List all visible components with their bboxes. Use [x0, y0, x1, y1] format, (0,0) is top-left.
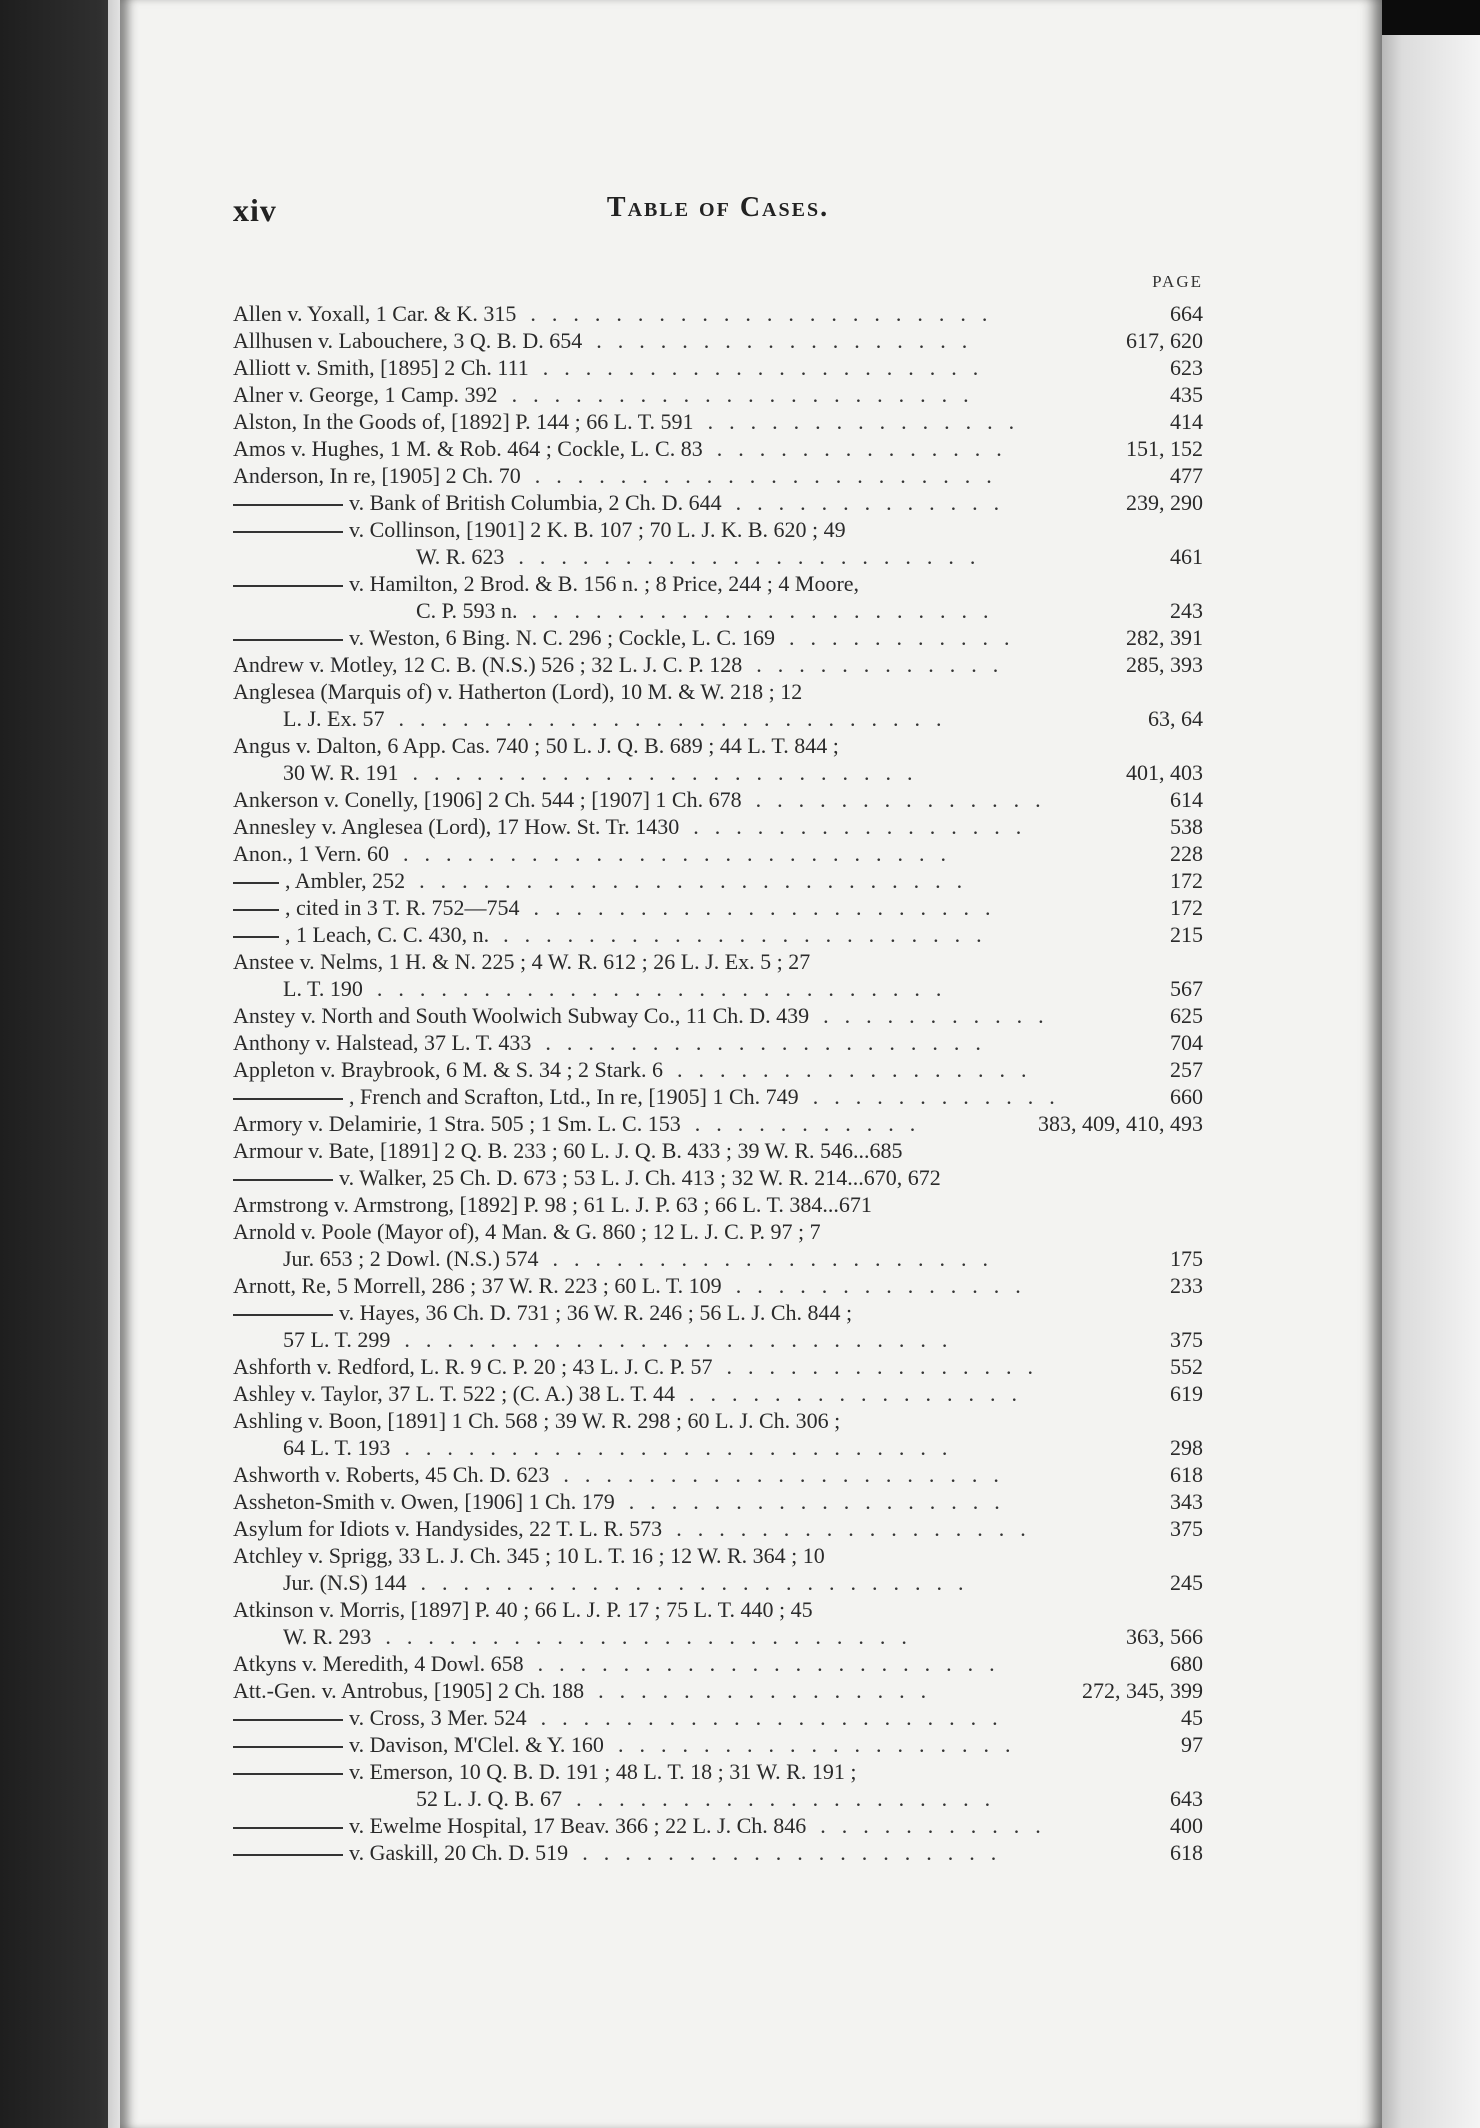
- page-folio: xiv: [233, 192, 277, 228]
- case-entry: [233, 408, 1203, 435]
- case-citation-text: Ashforth v. Redford, L. R. 9 C. P. 20 ; 43 L. J. C. P. 57: [233, 1354, 713, 1379]
- dot-leader: ..................: [628, 1489, 1016, 1514]
- case-citation: [233, 1191, 872, 1218]
- dot-leader: .....................: [545, 1030, 997, 1055]
- page-reference: 172: [1164, 894, 1203, 921]
- case-citation: [283, 1623, 371, 1650]
- dot-leader: .......................: [503, 922, 998, 947]
- dot-leader: ............: [756, 652, 1015, 677]
- case-entry: [233, 840, 1203, 867]
- case-entry: [233, 1218, 1203, 1245]
- case-entry: [233, 759, 1203, 786]
- case-citation: [233, 1596, 813, 1623]
- case-entry: [233, 1677, 1203, 1704]
- case-citation-text: v. Weston, 6 Bing. N. C. 296 ; Cockle, L. C. 169: [349, 625, 776, 650]
- case-entry: [233, 867, 1203, 894]
- case-entry: [233, 678, 1203, 705]
- case-citation-text: W. R. 293: [283, 1624, 372, 1649]
- dot-leader: ...........: [694, 1111, 932, 1136]
- case-citation: [233, 1488, 615, 1515]
- ditto-dash: [233, 531, 343, 533]
- dot-leader: ..........................: [404, 1435, 964, 1460]
- case-citation: [283, 705, 384, 732]
- page-title: Table of Cases.: [606, 192, 830, 223]
- dot-leader: ..........................: [403, 841, 963, 866]
- page-reference: 175: [1164, 1245, 1203, 1272]
- case-citation-text: Arnold v. Poole (Mayor of), 4 Man. & G. 860 ; 12 L. J. C. P. 97 ; 7: [233, 1219, 821, 1244]
- case-citation: [233, 1056, 663, 1083]
- page-reference: 97: [1175, 1731, 1203, 1758]
- case-citation-text: 57 L. T. 299: [283, 1327, 391, 1352]
- case-citation: [233, 678, 802, 705]
- case-citation-text: L. T. 190: [283, 976, 363, 1001]
- case-entry: [233, 813, 1203, 840]
- page-reference: 400: [1164, 1812, 1203, 1839]
- case-citation: [233, 354, 529, 381]
- case-entry: [233, 1839, 1203, 1866]
- case-citation: [233, 867, 405, 894]
- case-entry: [233, 516, 1203, 543]
- case-citation-text: Anthony v. Halstead, 37 L. T. 433: [233, 1030, 532, 1055]
- case-citation: [283, 759, 399, 786]
- case-citation: [233, 1812, 806, 1839]
- case-citation: [233, 1515, 662, 1542]
- case-entry: [233, 1758, 1203, 1785]
- page-reference: 660: [1164, 1083, 1203, 1110]
- page-reference: 538: [1164, 813, 1203, 840]
- case-citation: [283, 1569, 406, 1596]
- page-reference: 401, 403: [1120, 759, 1203, 786]
- page-reference: 363, 566: [1120, 1623, 1203, 1650]
- case-entry: [233, 381, 1203, 408]
- case-citation-text: Angus v. Dalton, 6 App. Cas. 740 ; 50 L. J. Q. B. 689 ; 44 L. T. 844 ;: [233, 733, 839, 758]
- case-entry: [233, 1731, 1203, 1758]
- case-citation-text: Anstee v. Nelms, 1 H. & N. 225 ; 4 W. R. 612 ; 26 L. J. Ex. 5 ; 27: [233, 949, 811, 974]
- page-reference: 282, 391: [1120, 624, 1203, 651]
- case-citation-text: Allhusen v. Labouchere, 3 Q. B. D. 654: [233, 328, 583, 353]
- page-reference: 239, 290: [1120, 489, 1203, 516]
- dot-leader: ......................: [511, 382, 985, 407]
- case-citation: [233, 840, 389, 867]
- case-citation-text: , cited in 3 T. R. 752—754: [285, 895, 520, 920]
- case-citation-text: Asylum for Idiots v. Handysides, 22 T. L. R. 573: [233, 1516, 663, 1541]
- case-citation-text: Alner v. George, 1 Camp. 392: [233, 382, 498, 407]
- case-citation: [233, 894, 519, 921]
- case-citation-text: v. Bank of British Columbia, 2 Ch. D. 644: [349, 490, 722, 515]
- ditto-dash: [233, 1179, 333, 1181]
- page-reference: 285, 393: [1120, 651, 1203, 678]
- case-entry: [233, 489, 1203, 516]
- page-column-label: PAGE: [1152, 272, 1203, 291]
- case-citation: [416, 543, 504, 570]
- case-citation-text: Armory v. Delamirie, 1 Stra. 505 ; 1 Sm. L. C. 153: [233, 1111, 681, 1136]
- case-entry: [233, 975, 1203, 1002]
- ditto-dash: [233, 1314, 333, 1316]
- case-citation: [233, 300, 516, 327]
- page-reference: 298: [1164, 1434, 1203, 1461]
- case-entry: [233, 1056, 1203, 1083]
- case-citation: [233, 1353, 713, 1380]
- case-entry: [233, 894, 1203, 921]
- dot-leader: ................: [693, 814, 1038, 839]
- case-citation: [233, 732, 839, 759]
- table-of-cases: [233, 272, 1203, 1866]
- case-entry: [233, 1137, 1203, 1164]
- page-reference: 461: [1164, 543, 1203, 570]
- dot-leader: ....................: [576, 1786, 1007, 1811]
- dot-leader: .............: [735, 490, 1016, 515]
- page-reference: 625: [1164, 1002, 1203, 1029]
- case-citation: [233, 1731, 604, 1758]
- case-citation: [233, 1461, 549, 1488]
- case-entry: [233, 1650, 1203, 1677]
- case-citation-text: Atkyns v. Meredith, 4 Dowl. 658: [233, 1651, 524, 1676]
- dot-leader: .....................: [552, 1246, 1004, 1271]
- case-entry: [233, 1380, 1203, 1407]
- case-citation: [233, 1407, 840, 1434]
- case-entry: [233, 1299, 1203, 1326]
- case-citation: [233, 1002, 809, 1029]
- case-citation: [233, 1083, 799, 1110]
- case-citation: [416, 597, 517, 624]
- case-citation-text: Ankerson v. Conelly, [1906] 2 Ch. 544 ; [1907] 1 Ch. 678: [233, 787, 742, 812]
- dot-leader: ...........: [823, 1003, 1060, 1028]
- page-reference: 375: [1164, 1326, 1203, 1353]
- dot-leader: ......................: [518, 544, 992, 569]
- case-citation: [233, 1137, 903, 1164]
- case-citation-text: Att.-Gen. v. Antrobus, [1905] 2 Ch. 188: [233, 1678, 585, 1703]
- case-entry: [233, 1812, 1203, 1839]
- dot-leader: ...............: [726, 1354, 1050, 1379]
- case-citation: [233, 435, 703, 462]
- case-entry: [233, 1083, 1203, 1110]
- dot-leader: ...............: [707, 409, 1031, 434]
- ditto-dash: [233, 1854, 343, 1856]
- page-reference: 618: [1164, 1461, 1203, 1488]
- dot-leader: ...........: [820, 1813, 1057, 1838]
- case-citation-text: Alston, In the Goods of, [1892] P. 144 ; 66 L. T. 591: [233, 409, 694, 434]
- case-citation: [233, 1272, 722, 1299]
- page-reference: 664: [1164, 300, 1203, 327]
- case-citation-text: Arnott, Re, 5 Morrell, 286 ; 37 W. R. 223 ; 60 L. T. 109: [233, 1273, 722, 1298]
- case-entry: [233, 1785, 1203, 1812]
- dot-leader: ......................: [531, 598, 1005, 623]
- case-entry: [233, 732, 1203, 759]
- case-citation-text: L. J. Ex. 57: [283, 706, 385, 731]
- case-citation: [233, 786, 742, 813]
- case-entry: [233, 1623, 1203, 1650]
- case-entry: [233, 1569, 1203, 1596]
- page-reference: 435: [1164, 381, 1203, 408]
- case-entry: [233, 624, 1203, 651]
- case-citation-text: Anstey v. North and South Woolwich Subway Co., 11 Ch. D. 439: [233, 1003, 810, 1028]
- case-citation-text: Jur. (N.S) 144: [283, 1570, 407, 1595]
- dot-leader: ......................: [540, 1705, 1014, 1730]
- page-reference: 680: [1164, 1650, 1203, 1677]
- page-reference: 375: [1164, 1515, 1203, 1542]
- ditto-dash: [233, 1746, 343, 1748]
- case-citation-text: 30 W. R. 191: [283, 760, 399, 785]
- page-reference: 552: [1164, 1353, 1203, 1380]
- case-entry: [233, 1245, 1203, 1272]
- running-header: [233, 192, 1203, 238]
- case-citation: [416, 1785, 562, 1812]
- case-list: [233, 300, 1203, 1866]
- case-citation: [233, 1542, 825, 1569]
- case-citation-text: Atchley v. Sprigg, 33 L. J. Ch. 345 ; 10 L. T. 16 ; 12 W. R. 364 ; 10: [233, 1543, 825, 1568]
- dot-leader: ......................: [537, 1651, 1011, 1676]
- case-entry: [233, 1353, 1203, 1380]
- case-citation: [233, 327, 582, 354]
- page-reference: 272, 345, 399: [1076, 1677, 1203, 1704]
- case-citation-text: v. Gaskill, 20 Ch. D. 519: [349, 1840, 569, 1865]
- case-citation-text: Atkinson v. Morris, [1897] P. 40 ; 66 L. J. P. 17 ; 75 L. T. 440 ; 45: [233, 1597, 813, 1622]
- ditto-dash: [233, 639, 343, 641]
- case-entry: [233, 1515, 1203, 1542]
- case-entry: [233, 570, 1203, 597]
- case-citation: [233, 570, 859, 597]
- case-citation: [233, 1218, 821, 1245]
- case-citation-text: , French and Scrafton, Ltd., In re, [1905] 1 Ch. 749: [349, 1084, 799, 1109]
- case-citation-text: , 1 Leach, C. C. 430, n.: [285, 922, 490, 947]
- case-entry: [233, 1542, 1203, 1569]
- ditto-dash: [233, 1719, 343, 1721]
- case-citation: [233, 408, 694, 435]
- ditto-dash: [233, 882, 279, 884]
- case-entry: [233, 543, 1203, 570]
- case-citation-text: Armstrong v. Armstrong, [1892] P. 98 ; 61 L. J. P. 63 ; 66 L. T. 384...671: [233, 1192, 872, 1217]
- dot-leader: ..............: [755, 787, 1057, 812]
- page-reference: 617, 620: [1120, 327, 1203, 354]
- case-citation-text: Alliott v. Smith, [1895] 2 Ch. 111: [233, 355, 529, 380]
- ditto-dash: [233, 1773, 343, 1775]
- case-entry: [233, 1326, 1203, 1353]
- case-entry: [233, 1434, 1203, 1461]
- case-citation: [233, 624, 775, 651]
- dot-leader: ....................: [582, 1840, 1013, 1865]
- case-citation: [233, 516, 846, 543]
- case-entry: [233, 1002, 1203, 1029]
- case-citation-text: v. Collinson, [1901] 2 K. B. 107 ; 70 L. J. K. B. 620 ; 49: [349, 517, 846, 542]
- case-citation: [233, 1299, 852, 1326]
- case-citation-text: Ashworth v. Roberts, 45 Ch. D. 623: [233, 1462, 550, 1487]
- page-reference: 623: [1164, 354, 1203, 381]
- dot-leader: ...........: [789, 625, 1026, 650]
- case-entry: [233, 1407, 1203, 1434]
- case-citation: [233, 651, 742, 678]
- case-citation-text: Anglesea (Marquis of) v. Hatherton (Lord), 10 M. & W. 218 ; 12: [233, 679, 803, 704]
- dot-leader: ......................: [534, 463, 1008, 488]
- page-reference: 63, 64: [1142, 705, 1203, 732]
- case-citation: [233, 813, 679, 840]
- case-citation-text: v. Ewelme Hospital, 17 Beav. 366 ; 22 L. J. Ch. 846: [349, 1813, 807, 1838]
- case-citation: [233, 1704, 527, 1731]
- page-reference: 257: [1164, 1056, 1203, 1083]
- case-entry: [233, 462, 1203, 489]
- dot-leader: .....................: [542, 355, 995, 380]
- case-citation-text: Anon., 1 Vern. 60: [233, 841, 390, 866]
- case-citation: [233, 1758, 856, 1785]
- case-citation: [233, 1164, 941, 1191]
- dot-leader: ...........................: [376, 976, 958, 1001]
- case-citation: [233, 462, 521, 489]
- case-citation: [233, 489, 722, 516]
- ditto-dash: [233, 585, 343, 587]
- case-citation: [233, 381, 498, 408]
- dot-leader: .................: [677, 1057, 1043, 1082]
- case-entry: [233, 921, 1203, 948]
- case-entry: [233, 1704, 1203, 1731]
- case-entry: [233, 1272, 1203, 1299]
- case-citation: [233, 921, 489, 948]
- case-citation-text: v. Davison, M'Clel. & Y. 160: [349, 1732, 604, 1757]
- case-citation-text: v. Hayes, 36 Ch. D. 731 ; 36 W. R. 246 ; 56 L. J. Ch. 844 ;: [339, 1300, 853, 1325]
- page-reference: 228: [1164, 840, 1203, 867]
- dot-leader: ..............: [735, 1273, 1037, 1298]
- ditto-dash: [233, 909, 279, 911]
- page-reference: 614: [1164, 786, 1203, 813]
- case-citation: [233, 1677, 584, 1704]
- dot-leader: ........................: [412, 760, 929, 785]
- case-entry: [233, 1488, 1203, 1515]
- case-entry: [233, 1029, 1203, 1056]
- case-citation-text: v. Hamilton, 2 Brod. & B. 156 n. ; 8 Price, 244 ; 4 Moore,: [349, 571, 860, 596]
- case-citation: [233, 948, 810, 975]
- case-citation: [283, 1245, 538, 1272]
- case-citation-text: Allen v. Yoxall, 1 Car. & K. 315: [233, 301, 517, 326]
- page-reference: 619: [1164, 1380, 1203, 1407]
- dot-leader: ................: [689, 1381, 1034, 1406]
- case-citation: [283, 1434, 390, 1461]
- case-citation: [283, 1326, 390, 1353]
- case-entry: [233, 300, 1203, 327]
- dot-leader: ..........................: [404, 1327, 964, 1352]
- case-entry: [233, 1110, 1203, 1137]
- case-entry: [233, 1191, 1203, 1218]
- page-reference: 343: [1164, 1488, 1203, 1515]
- case-citation: [283, 975, 363, 1002]
- dot-leader: ..........................: [398, 706, 958, 731]
- case-citation-text: , Ambler, 252: [285, 868, 406, 893]
- case-citation-text: 52 L. J. Q. B. 67: [416, 1786, 563, 1811]
- case-entry: [233, 786, 1203, 813]
- dot-leader: .....................: [563, 1462, 1015, 1487]
- case-citation-text: Anderson, In re, [1905] 2 Ch. 70: [233, 463, 521, 488]
- ditto-dash: [233, 504, 343, 506]
- page-reference: 245: [1164, 1569, 1203, 1596]
- page-reference: 383, 409, 410, 493: [1032, 1110, 1203, 1137]
- case-citation: [233, 1110, 681, 1137]
- dot-leader: ..........................: [420, 1570, 980, 1595]
- case-entry: [233, 435, 1203, 462]
- case-entry: [233, 948, 1203, 975]
- page-reference: 414: [1164, 408, 1203, 435]
- case-citation-text: Jur. 653 ; 2 Dowl. (N.S.) 574: [283, 1246, 539, 1271]
- case-citation: [233, 1380, 675, 1407]
- page-reference: 567: [1164, 975, 1203, 1002]
- page-reference: 477: [1164, 462, 1203, 489]
- case-citation-text: Ashley v. Taylor, 37 L. T. 522 ; (C. A.) 38 L. T. 44: [233, 1381, 676, 1406]
- page-reference: 243: [1164, 597, 1203, 624]
- page-reference: 172: [1164, 867, 1203, 894]
- dot-leader: ..................: [596, 328, 984, 353]
- dot-leader: .........................: [385, 1624, 923, 1649]
- case-entry: [233, 597, 1203, 624]
- ditto-dash: [233, 1827, 343, 1829]
- case-citation-text: Andrew v. Motley, 12 C. B. (N.S.) 526 ; 32 L. J. C. P. 128: [233, 652, 743, 677]
- page-reference: 45: [1175, 1704, 1203, 1731]
- page-reference: 151, 152: [1120, 435, 1203, 462]
- case-citation-text: Armour v. Bate, [1891] 2 Q. B. 233 ; 60 L. J. Q. B. 433 ; 39 W. R. 546...685: [233, 1138, 903, 1163]
- dot-leader: ..............: [716, 436, 1018, 461]
- page-reference: 643: [1164, 1785, 1203, 1812]
- case-citation-text: v. Emerson, 10 Q. B. D. 191 ; 48 L. T. 18 ; 31 W. R. 191 ;: [349, 1759, 857, 1784]
- ditto-dash: [233, 1098, 343, 1100]
- page-reference: 233: [1164, 1272, 1203, 1299]
- page-reference: 215: [1164, 921, 1203, 948]
- ditto-dash: [233, 936, 279, 938]
- dot-leader: ......................: [530, 301, 1004, 326]
- case-entry: [233, 354, 1203, 381]
- case-citation: [233, 1650, 524, 1677]
- case-citation-text: 64 L. T. 193: [283, 1435, 391, 1460]
- case-citation-text: W. R. 623: [416, 544, 505, 569]
- dot-leader: .................: [676, 1516, 1042, 1541]
- case-citation-text: v. Walker, 25 Ch. D. 673 ; 53 L. J. Ch. 413 ; 32 W. R. 214...670, 672: [339, 1165, 941, 1190]
- dot-leader: ................: [598, 1678, 943, 1703]
- case-citation: [233, 1029, 531, 1056]
- case-citation-text: C. P. 593 n.: [416, 598, 518, 623]
- case-entry: [233, 1164, 1203, 1191]
- case-entry: [233, 651, 1203, 678]
- case-citation-text: Appleton v. Braybrook, 6 M. & S. 34 ; 2 Stark. 6: [233, 1057, 663, 1082]
- dot-leader: ............: [812, 1084, 1071, 1109]
- case-citation-text: Ashling v. Boon, [1891] 1 Ch. 568 ; 39 W. R. 298 ; 60 L. J. Ch. 306 ;: [233, 1408, 841, 1433]
- dot-leader: ......................: [533, 895, 1007, 920]
- dot-leader: ...................: [617, 1732, 1027, 1757]
- case-citation: [233, 1839, 568, 1866]
- case-citation-text: Annesley v. Anglesea (Lord), 17 How. St. Tr. 1430: [233, 814, 680, 839]
- case-citation-text: Amos v. Hughes, 1 M. & Rob. 464 ; Cockle, L. C. 83: [233, 436, 703, 461]
- case-entry: [233, 705, 1203, 732]
- case-citation-text: v. Cross, 3 Mer. 524: [349, 1705, 527, 1730]
- page-reference: 618: [1164, 1839, 1203, 1866]
- case-entry: [233, 1596, 1203, 1623]
- case-entry: [233, 1461, 1203, 1488]
- page-reference: 704: [1164, 1029, 1203, 1056]
- dot-leader: ..........................: [419, 868, 979, 893]
- case-entry: [233, 327, 1203, 354]
- case-citation-text: Assheton-Smith v. Owen, [1906] 1 Ch. 179: [233, 1489, 615, 1514]
